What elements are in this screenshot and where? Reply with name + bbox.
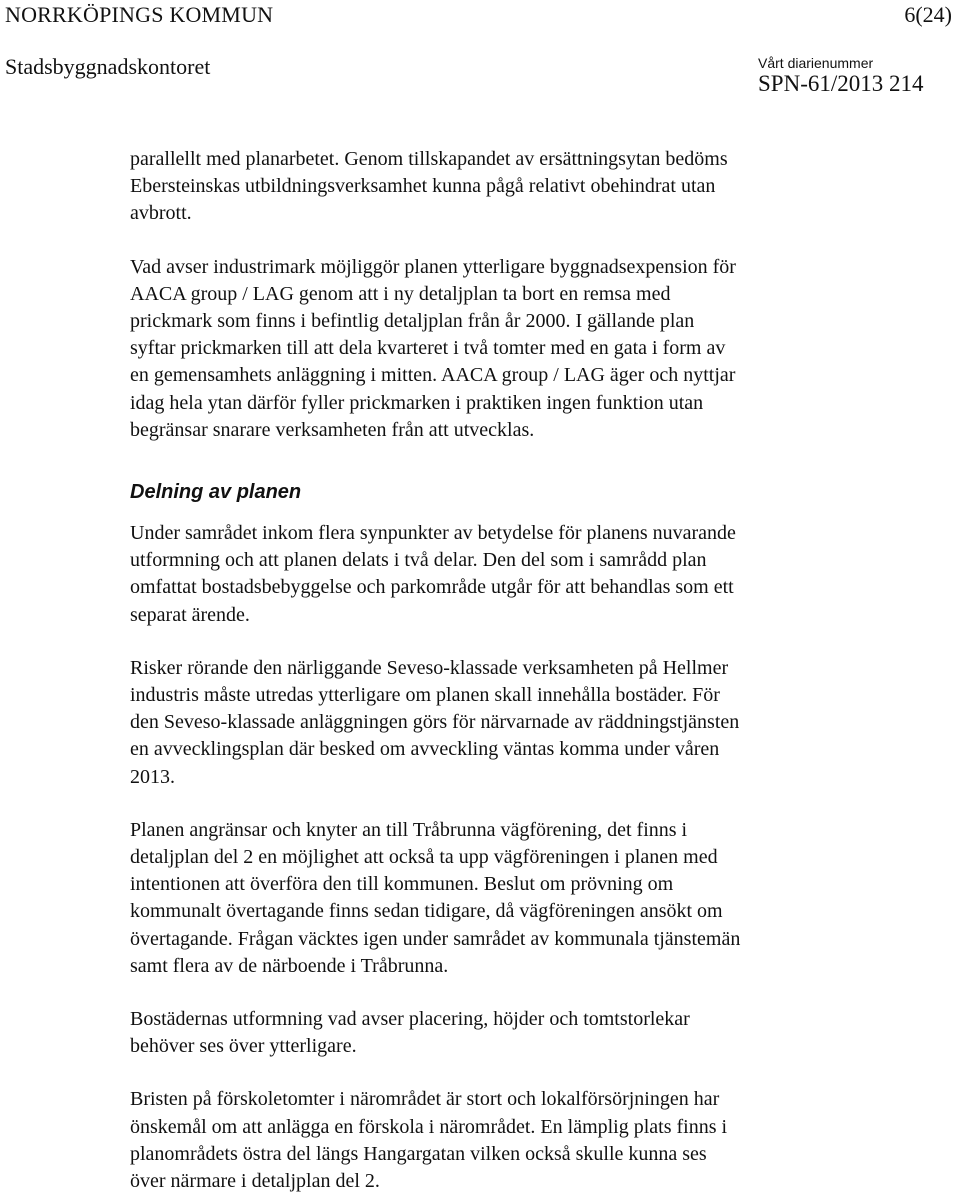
- section-heading: Delning av planen: [130, 481, 302, 504]
- paragraph-forskola: Bristen på förskoletomter i närområdet är stort och lokalförsörjningen har önskemål om att anlägga en förskola i närområdet. En lämplig plats finns i planområdets östra del längs Hangargatan vilken också skulle kunna ses över närmare i detaljplan del 2.: [130, 1088, 728, 1193]
- organization-name: NORRKÖPINGS KOMMUN: [5, 2, 274, 27]
- diarie-number: SPN-61/2013 214: [758, 71, 924, 96]
- paragraph-bostader: Bostädernas utformning vad avser placering, höjder och tomtstorlekar behöver ses över ytterligare.: [130, 1008, 690, 1058]
- document-body: [130, 146, 930, 1195]
- paragraph-vagforening: Planen angränsar och knyter an till Tråbrunna vägförening, det finns i detaljplan del 2 en möjlighet att också ta upp vägföreningen i planen med intentionen att överföra den till kommunen. Beslut om prövning om kommunalt övertagande finns sedan tidigare, då vägföreningen ansökt om övertagande. Frågan väcktes igen under samrådet av kommunala tjänstemän samt flera av de närboende i Tråbrunna.: [130, 818, 741, 977]
- diarie-label: Vårt diarienummer: [758, 55, 874, 71]
- paragraph-risker: Risker rörande den närliggande Seveso-klassade verksamheten på Hellmer industris måste utredas ytterligare om planen skall innehålla bostäder. För den Seveso-klassade anläggningen görs för närvarnade av räddningstjänsten en avvecklingsplan där besked om avveckling väntas komma under våren 2013.: [130, 656, 740, 788]
- paragraph-industrimark: Vad avser industrimark möjliggör planen ytterligare byggnadsexpension för AACA group / LAG genom att i ny detaljplan ta bort en remsa med prickmark som finns i befintlig detaljplan från år 2000. I gällande plan syftar prickmarken till att dela kvarteret i två tomter med en gata i form av en gemensamhets anläggning i mitten. AACA group / LAG äger och nyttjar idag hela ytan därför fyller prickmarken i praktiken ingen funktion utan begränsar snarare verksamheten från att utvecklas.: [130, 255, 736, 441]
- page-header: [0, 0, 960, 110]
- paragraph-continuation: parallellt med planarbetet. Genom tillskapandet av ersättningsytan bedöms Ebersteinskas utbildningsverksamhet kunna pågå relativt obehindrat utan avbrott.: [130, 148, 728, 225]
- page-number: 6(24): [904, 2, 952, 27]
- paragraph-samradet: Under samrådet inkom flera synpunkter av betydelse för planens nuvarande utformning och att planen delats i två delar. Den del som i samrådd plan omfattat bostadsbebyggelse och parkområde utgår för att behandlas som ett separat ärende.: [130, 522, 736, 626]
- department-name: Stadsbyggnadskontoret: [5, 54, 211, 79]
